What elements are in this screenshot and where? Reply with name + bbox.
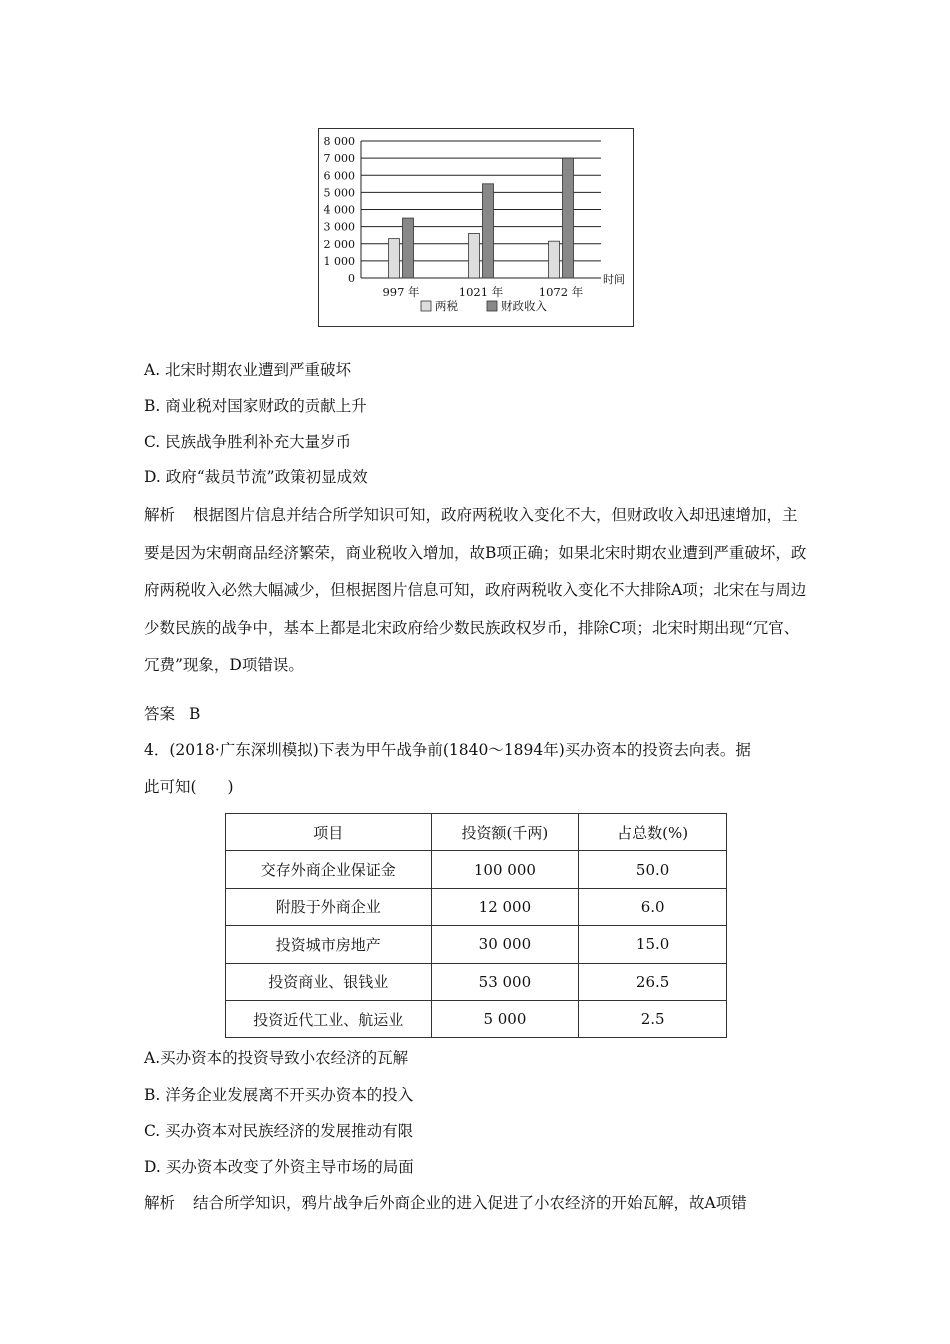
q3-answer-value: B [189,705,201,723]
x-tick-label: 1021 年 [458,285,504,299]
table-cell: 投资城市房地产 [226,926,432,963]
y-tick-label: 5 000 [323,186,355,200]
q4-analysis [144,1193,747,1213]
q4-option-b: B. 洋务企业发展离不开买办资本的投入 [144,1086,414,1104]
table-cell: 投资近代工业、航运业 [226,1000,432,1037]
y-tick-label: 0 [348,272,355,285]
q4-option-a: A.买办资本的投资导致小农经济的瓦解 [144,1049,409,1067]
table-cell: 附股于外商企业 [226,888,432,925]
q3-option-c: C. 民族战争胜利补充大量岁币 [144,433,352,451]
q4-option-d: D. 买办资本改变了外资主导市场的局面 [144,1158,414,1176]
x-axis-label: 时间 [603,273,625,286]
q3-analysis [144,497,809,685]
legend-swatch [421,301,431,311]
y-tick-label: 6 000 [323,169,355,183]
q3-analysis-label: 解析 [144,506,176,524]
table-header: 投资额(千两) [431,814,579,851]
q3-option-b: B. 商业税对国家财政的贡献上升 [144,397,367,415]
legend-label: 两税 [435,299,458,313]
table-cell: 53 000 [431,963,579,1000]
x-tick-label: 997 年 [382,285,420,299]
investment-table [225,813,727,1038]
x-tick-label: 1072 年 [538,285,584,299]
q3-answer [144,704,200,724]
table-header: 项目 [226,814,432,851]
bar-caizheng [563,158,574,278]
table-header-row [226,814,727,851]
table-cell: 5 000 [431,1000,579,1037]
table-row [226,851,727,888]
table-cell: 投资商业、银钱业 [226,963,432,1000]
table-cell: 100 000 [431,851,579,888]
q3-analysis-text: 根据图片信息并结合所学知识可知，政府两税收入变化不大，但财政收入却迅速增加，主要是因为宋朝商品经济繁荣，商业税收入增加，故B项正确；如果北宋时期农业遭到严重破坏，政府两税收入必然大幅减少，但根据图片信息可知，政府两税收入变化不大排除A项；北宋在与周边少数民族的战争中，基本上都是北宋政府给少数民族政权岁币，排除C项；北宋时期出现“冗官、冗费”现象，D项错误。 [144,506,807,674]
table-cell: 26.5 [579,963,727,1000]
table-header: 占总数(%) [579,814,727,851]
table-cell: 交存外商企业保证金 [226,851,432,888]
bar-liangshui [469,233,480,278]
q4-option-c: C. 买办资本对民族经济的发展推动有限 [144,1122,414,1140]
legend-swatch [487,301,497,311]
y-tick-label: 8 000 [323,135,355,148]
q3-option-a: A. 北宋时期农业遭到严重破坏 [144,361,352,379]
q4-stem-line2: 此可知( ) [144,778,234,796]
bar-liangshui [549,241,560,278]
table-row [226,1000,727,1037]
table-cell: 12 000 [431,888,579,925]
q3-answer-label: 答案 [144,705,176,723]
legend-label: 财政收入 [501,299,547,313]
table-row [226,926,727,963]
q4-analysis-text: 结合所学知识，鸦片战争后外商企业的进入促进了小农经济的开始瓦解，故A项错 [193,1194,747,1212]
table-cell: 6.0 [579,888,727,925]
bar-liangshui [389,239,400,278]
chart-svg [319,129,635,328]
table-row [226,888,727,925]
bar-caizheng [483,184,494,278]
y-tick-label: 7 000 [323,152,355,166]
q4-stem-line1: 4．(2018·广东深圳模拟)下表为甲午战争前(1840～1894年)买办资本的投资去向表。据 [144,741,751,759]
q4-analysis-label: 解析 [144,1194,176,1212]
y-tick-label: 1 000 [323,254,355,268]
table-cell: 15.0 [579,926,727,963]
table-cell: 2.5 [579,1000,727,1037]
bar-chart [318,128,634,327]
table-cell: 50.0 [579,851,727,888]
y-tick-label: 2 000 [323,237,355,251]
q3-option-d: D. 政府“裁员节流”政策初显成效 [144,468,368,486]
y-tick-label: 4 000 [323,203,355,217]
table-row [226,963,727,1000]
table-cell: 30 000 [431,926,579,963]
bar-caizheng [403,218,414,278]
y-tick-label: 3 000 [323,220,355,234]
